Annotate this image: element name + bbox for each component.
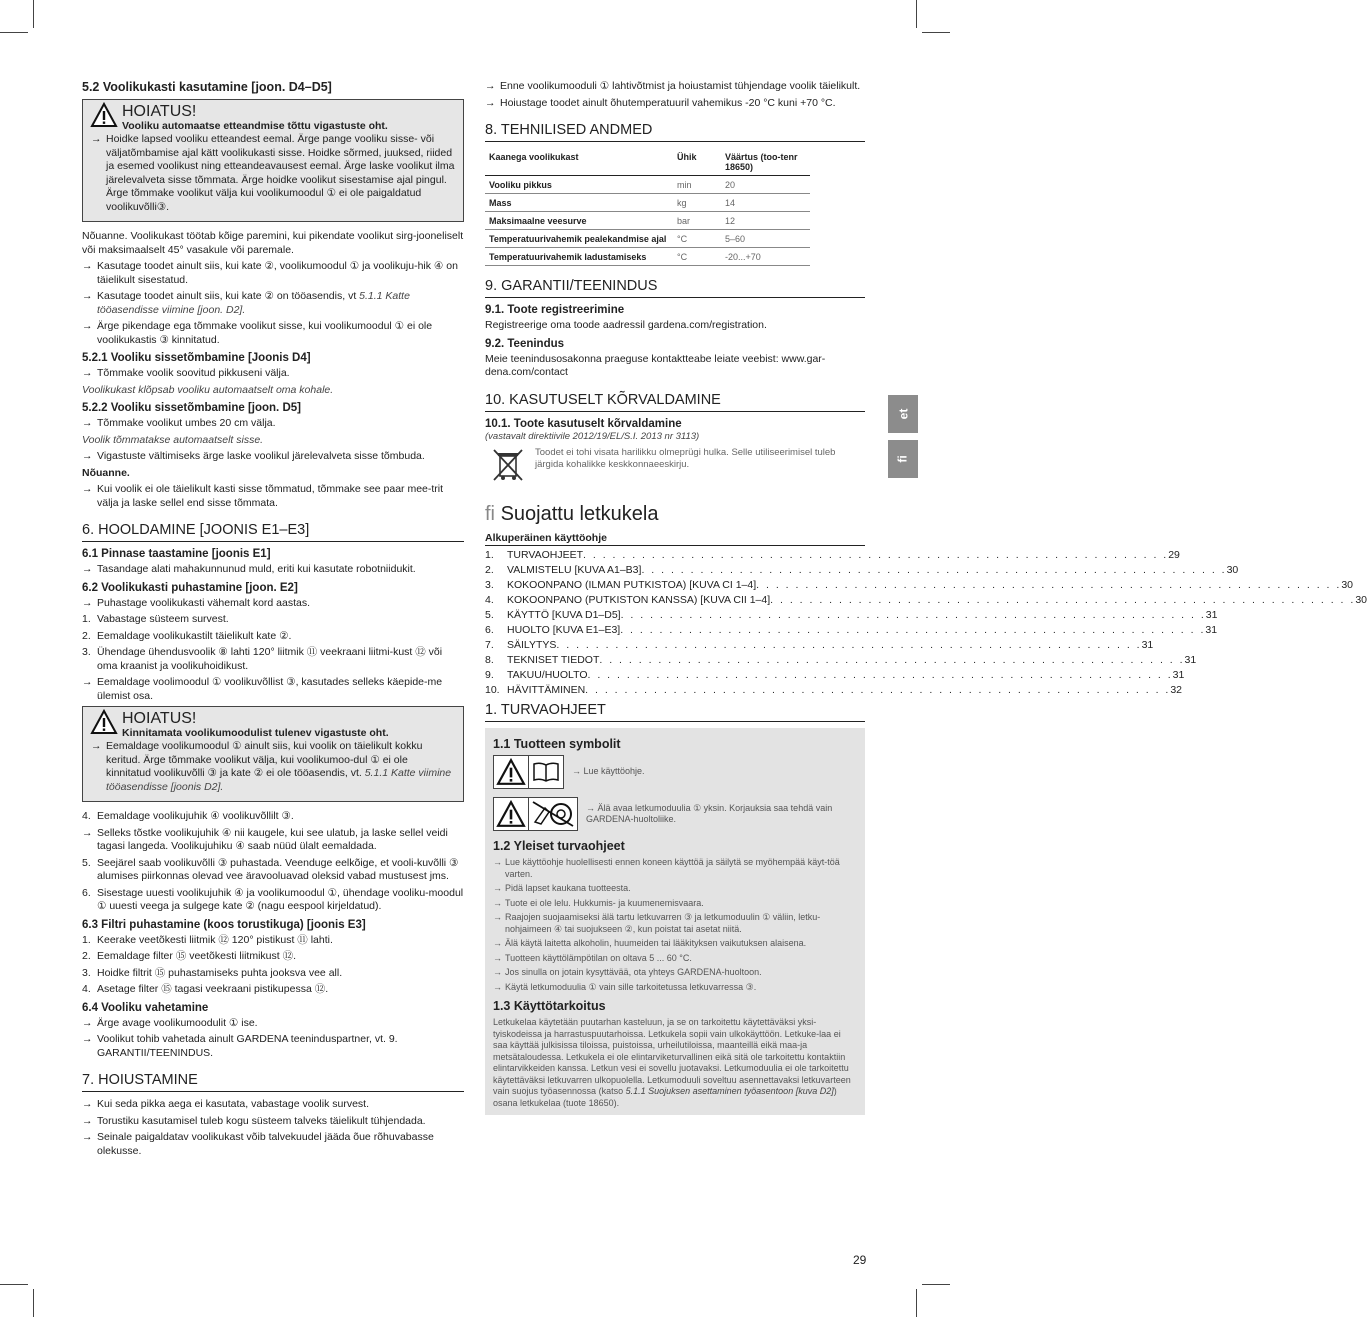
weee-block: [491, 447, 865, 483]
tip-paragraph: Nõuanne. Voolikukast töötab kõige paremini, kui pikendate voolikut sirg-jooneliselt või maksimaalselt 45° vasakule või paremale.: [82, 230, 464, 256]
fi-section-1-2-title: 1.2 Yleiset turvaohjeet: [493, 839, 625, 853]
list-item: → Tõmmake voolikut umbes 20 cm välja.: [82, 417, 276, 429]
section-5-2-title: 5.2 Voolikukasti kasutamine [joon. D4–D5]: [82, 80, 332, 94]
table-row: Mass kg 14: [485, 194, 810, 212]
right-column: [485, 80, 1367, 1115]
warning-triangle-icon: [497, 759, 525, 785]
toc-entry[interactable]: 3. KOKOONPANO (ILMAN PUTKISTOA) [KUVA CI 1–4] . . . . . . . . . . . . . . . . . . . . . . . . . . . . . . . . . . . . . . . . . . . . . . . . . . . . . . . . . . . . 30: [485, 579, 1353, 591]
list-item: → Tõmmake voolik soovitud pikkuseni välja.: [82, 367, 290, 379]
book-icon: [532, 761, 560, 783]
section-10-1-title: 10.1. Toote kasutuselt kõrvaldamine: [485, 417, 682, 430]
list-item: → Seinale paigaldatav voolikukast võib talvekuudel jääda õue rõhuvabasse olekusse.: [82, 1131, 434, 1157]
language-tab-et[interactable]: et: [888, 395, 918, 433]
list-item: → Ärge avage voolikumoodulit ① ise.: [82, 1016, 258, 1029]
list-item: → Hoiustage toodet ainult õhutemperatuuril vahemikus -20 °C kuni +70 °C.: [485, 96, 836, 109]
numbered-item: 2. Eemaldage filter ⑮ veetõkesti liitmikust ⑫.: [82, 950, 296, 962]
toc-entry[interactable]: 8. TEKNISET TIEDOT . . . . . . . . . . . . . . . . . . . . . . . . . . . . . . . . . . . . . . . . . . . . . . . . . . . . . . . . . . . . 31: [485, 654, 1197, 666]
arrow-icon: →: [82, 260, 93, 272]
list-item: → Jos sinulla on jotain kysyttävää, ota yhteys GARDENA-huoltoon.: [493, 967, 762, 977]
arrow-icon: →: [82, 290, 93, 302]
fi-safety-box: [485, 728, 865, 1115]
section-7-title: 7. HOIUSTAMINE: [82, 1072, 464, 1092]
numbered-item: 1. Vabastage süsteem survest.: [82, 613, 229, 625]
list-item: → Voolikut tohib vahetada ainult GARDENA teeninduspartner, vt. 9. GARANTII/TEENINDUS.: [82, 1033, 398, 1059]
arrow-icon: →: [91, 740, 102, 752]
crossed-bin-icon: [491, 447, 525, 483]
arrow-icon: →: [82, 1098, 93, 1110]
warning-title: HOIATUS!: [122, 710, 197, 727]
arrow-icon: →: [485, 96, 496, 109]
list-item: → Älä käytä laitetta alkoholin, huumeiden tai lääkityksen vaikutuksen alaisena.: [493, 938, 807, 948]
list-item: → Ärge pikendage ega tõmmake voolikut sisse, kui voolikumoodul ① ei ole voolikukastis ③ kinnitatud.: [82, 320, 433, 346]
arrow-icon: →: [82, 563, 93, 575]
toc-entry[interactable]: 9. TAKUU/HUOLTO . . . . . . . . . . . . . . . . . . . . . . . . . . . . . . . . . . . . . . . . . . . . . . . . . . . . . . . . . . . . 31: [485, 669, 1185, 681]
list-item: → Torustiku kasutamisel tuleb kogu süsteem talveks täielikult tühjendada.: [82, 1114, 426, 1127]
arrow-icon: →: [82, 320, 93, 332]
table-row: Vooliku pikkus min 20: [485, 176, 810, 194]
arrow-icon: →: [82, 1016, 93, 1029]
arrow-icon: →: [82, 596, 93, 609]
list-item: → Tuote ei ole lelu. Hukkumis- ja kuumenemisvaara.: [493, 897, 704, 908]
numbered-item: 4. Eemaldage voolikujuhik ④ voolikuvõllilt ③.: [82, 810, 294, 822]
toc-entry[interactable]: 4. KOKOONPANO (PUTKISTON KANSSA) [KUVA CII 1–4] . . . . . . . . . . . . . . . . . . . . . . . . . . . . . . . . . . . . . . . . . . . . . . . . . . . . . . . . . . . . 30: [485, 594, 1367, 606]
toc-entry[interactable]: 2. VALMISTELU [KUVA A1–B3] . . . . . . . . . . . . . . . . . . . . . . . . . . . . . . . . . . . . . . . . . . . . . . . . . . . . . . . . . . . . 30: [485, 564, 1239, 576]
general-safety-list: [493, 857, 857, 993]
toc-entry[interactable]: 10. HÄVITTÄMINEN . . . . . . . . . . . . . . . . . . . . . . . . . . . . . . . . . . . . . . . . . . . . . . . . . . . . . . . . . . . . 32: [485, 684, 1183, 696]
symbol-row-1: [493, 755, 857, 789]
toc-entry[interactable]: 6. HUOLTO [KUVA E1–E3] . . . . . . . . . . . . . . . . . . . . . . . . . . . . . . . . . . . . . . . . . . . . . . . . . . . . . . . . . . . . 31: [485, 624, 1218, 636]
list-item: → Raajojen suojaamiseksi älä tartu letkuvarren ③ ja letkumoduulin ① väliin, letku-nohjaimeen ④ tai suojukseen ②, kun poistat tai asetat niitä.: [493, 912, 821, 934]
arrow-icon: →: [82, 1033, 93, 1045]
toc-entry[interactable]: 5. KÄYTTÖ [KUVA D1–D5] . . . . . . . . . . . . . . . . . . . . . . . . . . . . . . . . . . . . . . . . . . . . . . . . . . . . . . . . . . . . 31: [485, 609, 1218, 621]
section-6-1-title: 6.1 Pinnase taastamine [joonis E1]: [82, 548, 271, 560]
list-item: → Eemaldage voolimoodul ① voolikuvõllist ③, kasutades selleks käepide-me ülemist osa.: [82, 676, 443, 702]
list-item: → Selleks tõstke voolikujuhik ④ nii kaugele, kui see ulatub, ja laske sellel veidi tagasi langeda. Voolikujuhiku ④ saab nüüd ülalt eemaldada.: [82, 826, 448, 852]
list-item: → Puhastage voolikukasti vähemalt kord aastas.: [82, 596, 311, 609]
symbol-text: → Älä avaa letkumoduulia ① yksin. Korjauksia saa tehdä vain GARDENA-huoltoliike.: [586, 802, 833, 824]
list-item: → Käytä letkumoduulia ① vain sille tarkoitetussa letkuvarressa ③.: [493, 981, 757, 992]
warning-text: → Hoidke lapsed vooliku etteandest eemal. Ärge pange vooliku sisse- või väljatõmbamise ajal kätt voolikukasti sisse. Hoidke sõrmed, juuksed, riided ja esemed voolikust ning etteandeavausest eemal. Ärge laske voolikut ilma järelevalveta sisse tõmmata. Ärge hoidke voolikut sisestamise ajal pingul. Ärge tõmmake voolikut välja kui voolikumoodul ① ei ole paigaldatud voolikuvõlli③.: [91, 133, 455, 213]
section-10-title: 10. KASUTUSELT KÕRVALDAMINE: [485, 392, 865, 412]
warning-triangle-icon: [497, 801, 525, 827]
numbered-item: 3. Ühendage ühendusvoolik ⑧ lahti 120° liitmik ⑪ veekraani liitmi-kust ⑫ või oma kraanist ja voolikuhoidikust.: [82, 646, 443, 672]
warning-text: → Eemaldage voolikumoodul ① ainult siis, kui voolik on täielikult kokku keritud. Ärge tõmmake voolikut välja, kui voolikumoo-dul ① ei ole kinnitatud voolikuvõlli ③ ja kate ② ei ole tööasendis, vt. 5.1.1 Katte viimine tööasendisse [joonis D2].: [91, 740, 452, 793]
list-item: → Vigastuste vältimiseks ärge laske voolikul järelevalveta sisse tõmbuda.: [82, 450, 425, 462]
list-item: → Kasutage toodet ainult siis, kui kate ② on tööasendis, vt 5.1.1 Katte tööasendisse viimine [joon. D2].: [82, 290, 410, 316]
list-item: → Enne voolikumooduli ① lahtivõtmist ja hoiustamist tühjendage voolik täielikult.: [485, 80, 861, 92]
toc-entry[interactable]: 1. TURVAOHJEET . . . . . . . . . . . . . . . . . . . . . . . . . . . . . . . . . . . . . . . . . . . . . . . . . . . . . . . . . . . . 29: [485, 549, 1180, 561]
symbol-text: → Lue käyttöohje.: [572, 766, 645, 777]
page-number: 29: [853, 1253, 867, 1267]
numbered-item: 1. Keerake veetõkesti liitmik ⑫ 120° pistikust ⑪ lahti.: [82, 933, 333, 946]
section-6-3-title: 6.3 Filtri puhastamine (koos torustikuga) [joonis E3]: [82, 918, 366, 931]
fi-section-1-3-title: 1.3 Käyttötarkoitus: [493, 999, 606, 1013]
section-6-4-title: 6.4 Vooliku vahetamine: [82, 1001, 209, 1014]
language-tab-fi[interactable]: fi: [888, 440, 918, 478]
list-item: → Lue käyttöohje huolellisesti ennen koneen käyttöä ja säilytä se myöhempää käyt-töä varten.: [493, 857, 840, 879]
warning-title: HOIATUS!: [122, 103, 197, 120]
fi-title: fi Suojattu letkukela: [485, 503, 659, 525]
arrow-icon: →: [485, 80, 496, 92]
table-of-contents: [485, 548, 1367, 698]
list-item: → Kui seda pikka aega ei kasutata, vabastage voolik survest.: [82, 1098, 369, 1110]
numbered-item: 6. Sisestage uuesti voolikujuhik ④ ja voolikumoodul ①, ühendage vooliku-moodul ① uuesti veega ja sulgege kate ② (nagu eespool kirjeldatud).: [82, 886, 464, 912]
tech-data-table: [485, 148, 810, 266]
section-5-2-1-title: 5.2.1 Vooliku sissetõmbamine [Joonis D4]: [82, 352, 311, 364]
table-header-row: Kaanega voolikukast Ühik Väärtus (too-tenr 18650): [485, 148, 810, 176]
list-item: → Tasandage alati mahakunnunud muld, eriti kui kasutate robotniidukit.: [82, 563, 416, 575]
registration-text: Registreerige oma toode aadressil gardena.com/registration.: [485, 319, 767, 331]
arrow-icon: →: [82, 1131, 93, 1143]
section-9-title: 9. GARANTII/TEENINDUS: [485, 278, 865, 298]
list-item: → Kasutage toodet ainult siis, kui kate ②, voolikumoodul ① ja voolikuju-hik ④ on täielikult sisestatud.: [82, 260, 458, 286]
arrow-icon: →: [82, 450, 93, 462]
weee-text: Toodet ei tohi visata harilikku olmeprügi hulka. Selle utiliseerimisel tuleb järgida kohalikke keskkonnaeeskirju.: [535, 447, 836, 470]
section-5-2-2-title: 5.2.2 Vooliku sissetõmbamine [joon. D5]: [82, 402, 301, 414]
fi-section-1-1-title: 1.1 Tuotteen symbolit: [493, 737, 621, 751]
numbered-item: 2. Eemaldage voolikukastilt täielikult kate ②.: [82, 629, 292, 642]
list-item: → Pidä lapset kaukana tuotteesta.: [493, 883, 631, 893]
warning-triangle-icon: [91, 103, 117, 127]
table-row: Temperatuurivahemik pealekandmise ajal °C 5–60: [485, 230, 810, 248]
table-row: Maksimaalne veesurve bar 12: [485, 212, 810, 230]
section-9-2-title: 9.2. Teenindus: [485, 337, 565, 350]
warning-box-1: [82, 99, 464, 222]
table-row: Temperatuurivahemik ladustamiseks °C -20...+70: [485, 248, 810, 266]
numbered-item: 4. Asetage filter ⑮ tagasi veekraani pistikupessa ⑫.: [82, 983, 329, 995]
arrow-icon: →: [82, 417, 93, 429]
numbered-item: 5. Seejärel saab voolikuvõlli ③ puhastada. Veenduge eelkõige, et vooli-kuvõlli ③ alumises piirkonnas olevad vee äravooluavad oleksid vabad mustusest jms.: [82, 856, 459, 882]
arrow-icon: →: [91, 133, 102, 145]
arrow-icon: →: [82, 676, 93, 688]
arrow-icon: →: [82, 367, 93, 379]
list-item: → Tuotteen käyttölämpötilan on oltava 5 ... 60 °C.: [493, 952, 692, 963]
section-6-title: 6. HOOLDAMINE [JOONIS E1–E3]: [82, 522, 464, 542]
toc-entry[interactable]: 7. SÄILYTYS . . . . . . . . . . . . . . . . . . . . . . . . . . . . . . . . . . . . . . . . . . . . . . . . . . . . . . . . . . . . 31: [485, 639, 1154, 651]
tip-label: Nõuanne.: [82, 466, 130, 479]
arrow-icon: →: [82, 826, 93, 839]
list-item: → Kui voolik ei ole täielikult kasti sisse tõmmatud, tõmmake see paar mee-trit välja ja laske sellel end sisse tõmmata.: [82, 483, 444, 509]
warning-box-2: [82, 706, 464, 802]
original-manual-label: Alkuperäinen käyttöohje: [485, 532, 865, 546]
warning-triangle-icon: [91, 710, 117, 734]
section-8-title: 8. TEHNILISED ANDMED: [485, 122, 865, 142]
service-text: Meie teenindusosakonna praeguse kontaktteabe leiate veebist: www.gar-dena.com/contact: [485, 352, 826, 378]
note-text: Voolik tõmmatakse automaatselt sisse.: [82, 433, 264, 446]
note-text: Voolikukast klõpsab vooliku automaatselt oma kohale.: [82, 383, 334, 396]
section-9-1-title: 9.1. Toote registreerimine: [485, 304, 625, 316]
symbol-row-2: [493, 797, 857, 831]
warning-subtitle: Kinnitamata voolikumoodulist tulenev vigastuste oht.: [122, 727, 389, 739]
arrow-icon: →: [82, 1114, 93, 1127]
directive-note: (vastavalt direktiivile 2012/19/EL/S.I. 2013 nr 3113): [485, 430, 700, 442]
warning-subtitle: Vooliku automaatse etteandmise tõttu vigastuste oht.: [122, 120, 388, 132]
intended-use-text: Letkukelaa käytetään puutarhan kasteluun, ja se on tarkoitettu käytettäväksi yksi-tyiskodeissa ja harrastuspuutarhoissa. Letkukela sopii vain ulkokäyttöön. Letkuke-laa ei saa käyttää julkisissa tiloissa, puistoissa, urheilutiloissa, maanteillä eikä maa-ja metsätaloudessa. Letkukela ei ole elintarviketurvallinen eikä sitä ole tarkoitettu kontaktiin elintarvikkeiden kanssa. Letkun vesi ei sovellu juotavaksi. Letkumoduulia ei ole tarkoitettu käytettäväksi letkuvarren ulkopuolella. Letkumoduuli soveltuu asennettavaksi letkuvarteen vain suojus työasennossa (katso 5.1.1 Suojuksen asettaminen työasentoon [kuva D2]) osana letkukelaa (tuote 18650).: [493, 1017, 851, 1108]
fi-section-1-title: 1. TURVAOHJEET: [485, 702, 865, 722]
section-6-2-title: 6.2 Voolikukasti puhastamine [joon. E2]: [82, 581, 298, 594]
numbered-item: 3. Hoidke filtrit ⑮ puhastamiseks puhta jooksva vee all.: [82, 966, 343, 979]
left-column: [82, 80, 464, 1161]
arrow-icon: →: [82, 483, 93, 495]
do-not-open-module-icon: [531, 800, 575, 828]
